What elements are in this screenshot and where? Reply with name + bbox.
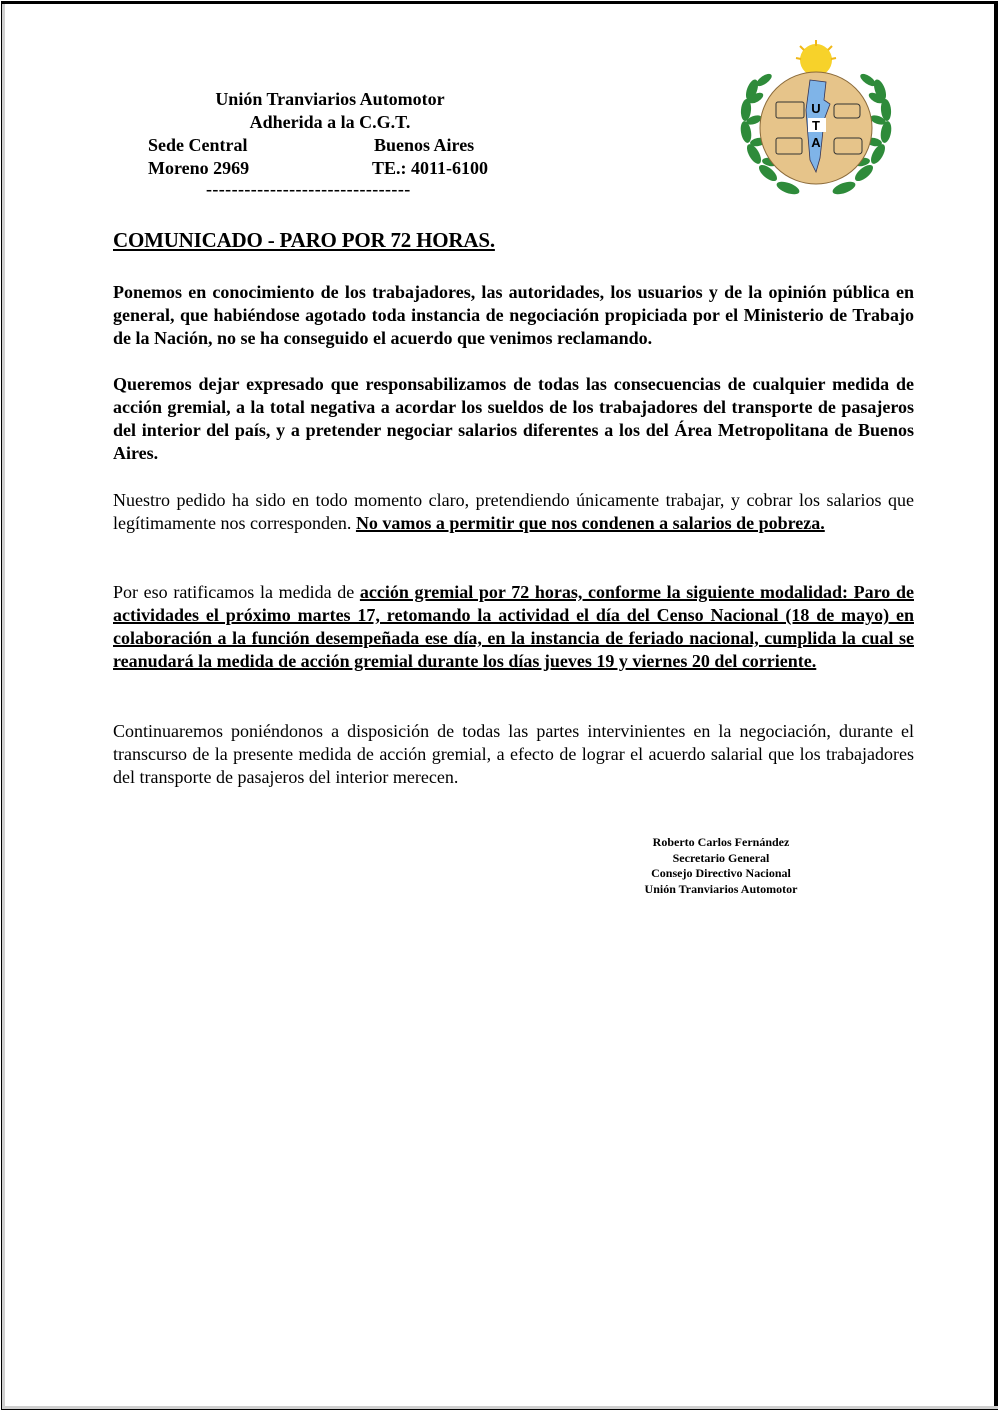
signatory-body: Consejo Directivo Nacional: [651, 866, 791, 880]
header-separator: --------------------------------: [206, 179, 411, 199]
paragraph-3-emphasis: No vamos a permitir que nos condenen a salarios de pobreza.: [355, 513, 825, 533]
page-shadow-bottom: [2, 1406, 998, 1409]
paragraph-1: Ponemos en conocimiento de los trabajadores, las autoridades, los usuarios y de la opinión pública en general, que habiéndose agotado toda instancia de negociación propiciada por el Ministerio de Trabajo de la Nación, no se ha conseguido el acuerdo que venimos reclamando.: [113, 282, 914, 348]
phone: TE.: 4011-6100: [372, 158, 489, 178]
page-border: [1, 1, 998, 1410]
address: Moreno 2969: [148, 158, 250, 178]
paragraph-3-text: Nuestro pedido ha sido en todo momento claro, pretendiendo únicamente trabajar, y cobrar los salarios que legítimamente nos corresponden.: [113, 490, 914, 533]
document-title: COMUNICADO - PARO POR 72 HORAS.: [113, 228, 495, 252]
paragraph-3: [113, 489, 914, 535]
paragraph-4: [113, 581, 914, 673]
logo-letter-u: U: [811, 101, 821, 116]
signatory-org: Unión Tranviarios Automotor: [644, 881, 798, 896]
affiliation: Adherida a la C.G.T.: [249, 112, 411, 132]
logo-letter-a: A: [811, 135, 821, 150]
paragraph-5: Continuaremos poniéndonos a disposición de todas las partes intervinientes en la negociación, durante el transcurso de la presente medida de acción gremial, a efecto de lograr el acuerdo salarial que los trabajadores del transporte de pasajeros del interior merecen.: [113, 721, 914, 787]
signature-block: [620, 835, 822, 897]
signatory-name: Roberto Carlos Fernández: [652, 835, 790, 849]
sun-icon: [796, 40, 836, 76]
signatory-role: Secretario General: [672, 850, 770, 865]
paragraph-4-emphasis: acción gremial por 72 horas, conforme la siguiente modalidad: Paro de actividades el próximo martes 17, retomando la actividad el día del Censo Nacional (18 de mayo) en colaboración a la función desempeñada ese día, en la instancia de feriado nacional, cumplida la cual se reanudará la medida de acción gremial durante los días jueves 19 y viernes 20 del corriente.: [113, 582, 914, 671]
paragraph-2: Queremos dejar expresado que responsabilizamos de todas las consecuencias de cualquier medida de acción gremial, a la total negativa a acordar los sueldos de los trabajadores del transporte de pasajeros del interior del país, y a pretender negociar salarios diferentes a los del Área Metropolitana de Buenos Aires.: [113, 374, 914, 463]
page-shadow-left: [2, 4, 5, 1409]
city: Buenos Aires: [374, 135, 475, 155]
logo-letter-t: T: [812, 118, 820, 133]
org-name: Unión Tranviarios Automotor: [215, 89, 445, 109]
sede-label: Sede Central: [148, 135, 248, 155]
paragraph-4-text: Por eso ratificamos la medida de: [113, 582, 360, 602]
uta-logo: [738, 40, 894, 200]
